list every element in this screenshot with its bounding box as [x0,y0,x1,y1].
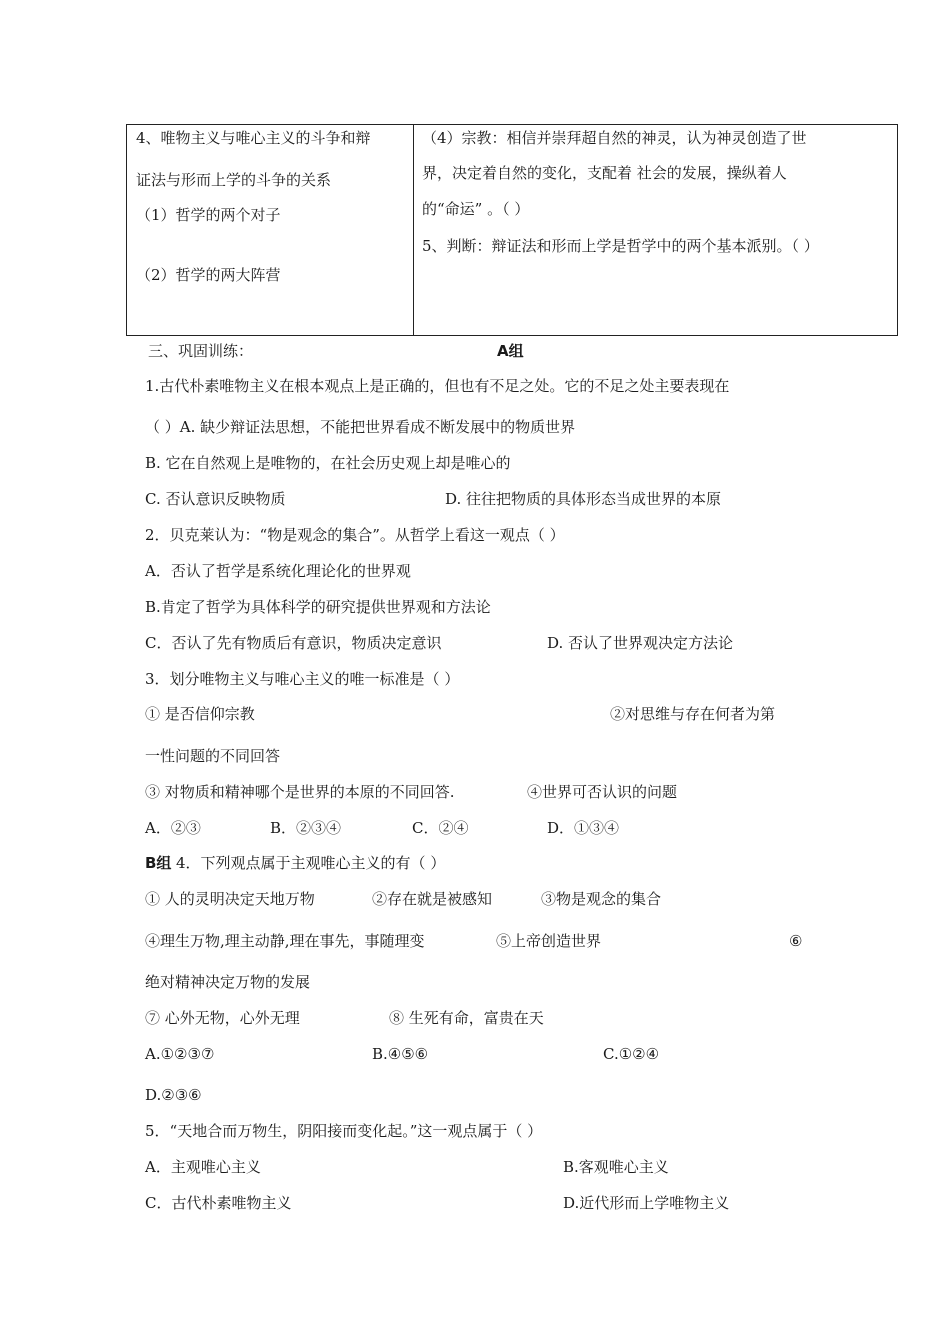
table-left-item1: （1）哲学的两个对子 [136,206,281,224]
q3-answer-b: B．②③④ [270,819,342,837]
group-a-label: A组 [497,342,524,360]
content-table [126,124,898,336]
group-b-label: B组 [145,854,172,872]
q1-option-a: （ ）A. 缺少辩证法思想，不能把世界看成不断发展中的物质世界 [145,418,576,436]
q5-option-a: A．主观唯心主义 [145,1158,261,1176]
q4-choice-5: ⑤上帝创造世界 [496,932,602,950]
q3-stem: 3．划分唯物主义与唯心主义的唯一标准是（ ） [145,670,460,688]
table-left-item2: （2）哲学的两大阵营 [136,266,281,284]
q2-option-a: A．否认了哲学是系统化理论化的世界观 [145,562,411,580]
q1-option-d: D. 往往把物质的具体形态当成世界的本原 [445,490,722,508]
table-divider [413,124,414,336]
table-right-line1: （4）宗教：相信并崇拜超自然的神灵，认为神灵创造了世 [422,129,807,147]
q3-choice-2-cont: 一性问题的不同回答 [145,747,281,765]
q4-answer-d: D.②③⑥ [145,1086,202,1104]
q1-option-c: C. 否认意识反映物质 [145,490,286,508]
q5-option-d: D.近代形而上学唯物主义 [563,1194,730,1212]
q4-choice-3: ③物是观念的集合 [541,890,662,908]
table-right-line4: 5、判断：辩证法和形而上学是哲学中的两个基本派别。（ ） [422,237,819,255]
q3-choice-3: ③ 对物质和精神哪个是世界的本原的不同回答. [145,783,455,801]
q1-stem: 1.古代朴素唯物主义在根本观点上是正确的，但也有不足之处。它的不足之处主要表现在 [145,377,730,395]
q5-option-b: B.客观唯心主义 [563,1158,669,1176]
q3-choice-4: ④世界可否认识的问题 [527,783,678,801]
q3-choice-1: ① 是否信仰宗教 [145,705,255,723]
q3-choice-2: ②对思维与存在何者为第 [610,705,776,723]
table-right-line3: 的“命运” 。（ ） [422,200,530,218]
q3-answer-a: A．②③ [145,819,201,837]
q3-answer-d: D．①③④ [547,819,620,837]
q4-choice-2: ②存在就是被感知 [372,890,493,908]
q4-choice-6: ⑥ [789,932,803,950]
q2-stem: 2．贝克莱认为：“物是观念的集合”。从哲学上看这一观点（ ） [145,526,565,544]
q4-answer-b: B.④⑤⑥ [372,1045,429,1063]
q1-option-b: B. 它在自然观上是唯物的，在社会历史观上却是唯心的 [145,454,511,472]
q4-stem: 4．下列观点属于主观唯心主义的有（ ） [176,854,446,872]
table-left-line2: 证法与形而上学的斗争的关系 [136,171,332,189]
q2-option-c: C．否认了先有物质后有意识，物质决定意识 [145,634,442,652]
q4-answer-c: C.①②④ [603,1045,660,1063]
q5-stem: 5．“天地合而万物生，阴阳接而变化起。”这一观点属于（ ） [145,1122,543,1140]
q2-option-d: D. 否认了世界观决定方法论 [547,634,734,652]
q4-choice-1: ① 人的灵明决定天地万物 [145,890,315,908]
q4-choice-8: ⑧ 生死有命，富贵在天 [389,1009,544,1027]
section-title: 三、巩固训练： [148,342,254,360]
table-right-line2: 界，决定着自然的变化，支配着 社会的发展，操纵着人 [422,164,787,182]
q4-choice-7: ⑦ 心外无物，心外无理 [145,1009,300,1027]
q4-choice-4: ④理生万物,理主动静,理在事先，事随理变 [145,932,425,950]
q4-choice-6-cont: 绝对精神决定万物的发展 [145,973,311,991]
q4-answer-a: A.①②③⑦ [145,1045,215,1063]
q5-option-c: C．古代朴素唯物主义 [145,1194,292,1212]
table-left-line1: 4、唯物主义与唯心主义的斗争和辩 [136,129,371,147]
q2-option-b: B.肯定了哲学为具体科学的研究提供世界观和方法论 [145,598,491,616]
q3-answer-c: C．②④ [412,819,469,837]
